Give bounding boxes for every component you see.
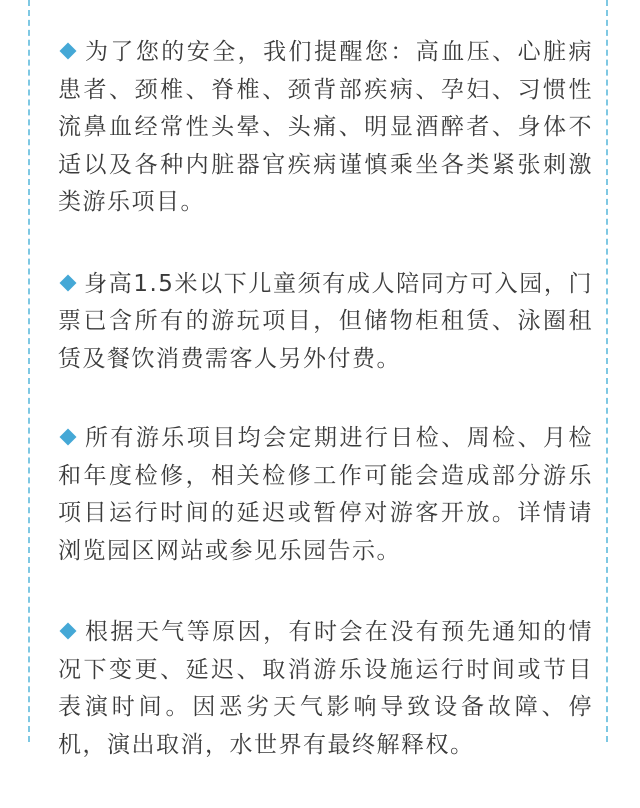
notice-text: 所有游乐项目均会定期进行日检、周检、月检和年度检修，相关检修工作可能会造成部分游乐项目运行时间的延迟或暂停对游客开放。详情请浏览园区网站或参见乐园告示。 (58, 425, 593, 564)
notice-children-fees (58, 266, 593, 379)
notice-text: 身高1.5米以下儿童须有成人陪同方可入园，门票已含所有的游玩项目，但储物柜租赁、泳圈租赁及餐饮消费需客人另外付费。 (58, 270, 593, 372)
diamond-bullet-icon (60, 274, 77, 291)
diamond-bullet-icon (60, 623, 77, 640)
diamond-bullet-icon (60, 43, 77, 60)
diamond-bullet-icon (60, 429, 77, 446)
notice-text: 为了您的安全，我们提醒您：高血压、心脏病患者、颈椎、脊椎、颈背部疾病、孕妇、习惯性流鼻血经常性头晕、头痛、明显酒醉者、身体不适以及各种内脏器官疾病谨慎乘坐各类紧张刺激类游乐项目。 (58, 39, 593, 215)
notice-list (58, 34, 593, 808)
notice-text: 根据天气等原因，有时会在没有预先通知的情况下变更、延迟、取消游乐设施运行时间或节目表演时间。因恶劣天气影响导致设备故障、停机，演出取消，水世界有最终解释权。 (58, 619, 593, 758)
notice-safety (58, 34, 593, 222)
notice-maintenance (58, 420, 593, 570)
